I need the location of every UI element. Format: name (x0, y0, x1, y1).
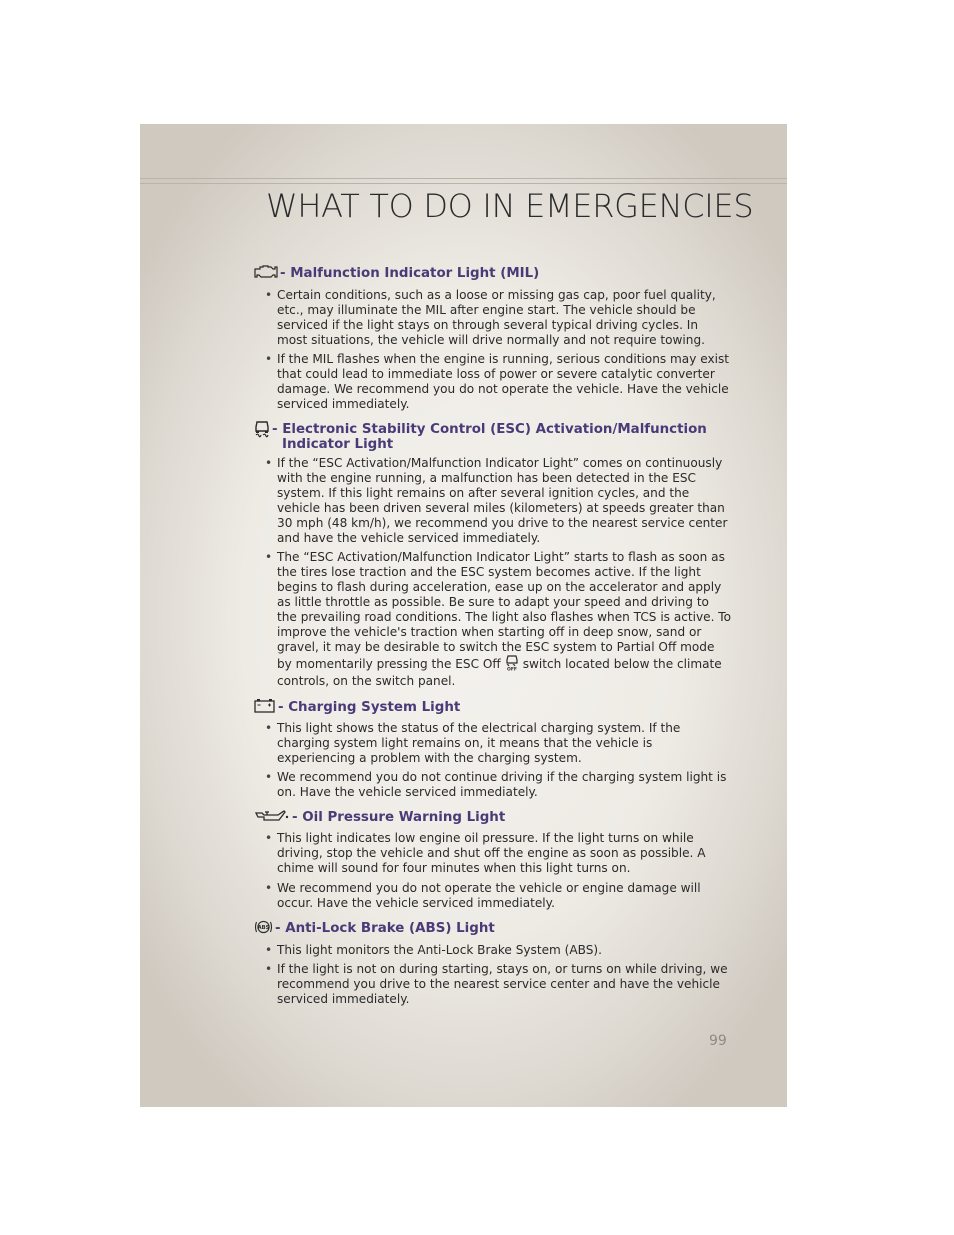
section-heading-mil (254, 266, 732, 284)
section-mil (254, 266, 732, 412)
page-title: WHAT TO DO IN EMERGENCIES (266, 187, 754, 225)
section-title-esc-line2: Indicator Light (282, 437, 394, 453)
list-item: • We recommend you do not continue driving if the charging system light is on. Have the vehicle serviced immediately. (254, 770, 732, 800)
esc-off-icon (505, 655, 519, 675)
bullet-list-mil (254, 288, 732, 412)
check-engine-icon (254, 264, 278, 284)
esc-bullet-text-2: switch located below the climate controls, on the switch panel. (277, 656, 722, 689)
section-charging (254, 700, 732, 800)
section-title-oil: - Oil Pressure Warning Light (292, 810, 506, 826)
list-item: • We recommend you do not operate the vehicle or engine damage will occur. Have the vehicle serviced immediately. (254, 881, 732, 911)
abs-icon (254, 919, 273, 939)
bullet-list-oil (254, 831, 732, 910)
section-title-esc-line1: - Electronic Stability Control (ESC) Activation/Malfunction (272, 422, 707, 438)
list-item (254, 550, 732, 689)
esc-bullet-text-1: The “ESC Activation/Malfunction Indicator Light” starts to flash as soon as the tires lose traction and the ESC system becomes active. If the light begins to flash during acceleration, ease up on the accelerator and apply as little throttle as possible. Be sure to adapt your speed and driving to the prevailing road conditions. The light also flashes when TCS is active. To improve the vehicle's traction when starting off in deep snow, sand or gravel, it may be desirable to switch the ESC system to Partial Off mode by momentarily pressing the ESC Off (277, 550, 732, 671)
abs-icon-label: ABS (257, 924, 270, 931)
section-heading-charging (254, 700, 732, 717)
section-title-charging: - Charging System Light (278, 699, 461, 715)
section-oil (254, 810, 732, 910)
list-item: • This light monitors the Anti-Lock Brake System (ABS). (254, 943, 732, 958)
section-heading-esc (254, 422, 732, 452)
section-title-mil: - Malfunction Indicator Light (MIL) (280, 266, 540, 281)
section-title-abs: - Anti-Lock Brake (ABS) Light (275, 920, 495, 936)
battery-icon (254, 698, 276, 717)
list-item: • This light shows the status of the electrical charging system. If the charging system light remains on, it means that the vehicle is experiencing a problem with the charging system. (254, 721, 732, 766)
header-rule-top (140, 178, 787, 179)
section-heading-oil (254, 810, 732, 827)
list-item: • Certain conditions, such as a loose or missing gas cap, poor fuel quality, etc., may illuminate the MIL after engine start. The vehicle should be serviced if the light stays on through several typical driving cycles. In most situations, the vehicle will drive normally and not require towing. (254, 288, 732, 348)
section-title-esc (272, 422, 732, 452)
list-item: • If the light is not on during starting, stays on, or turns on while driving, we recommend you drive to the nearest service center and have the vehicle serviced immediately. (254, 962, 732, 1007)
bullet-list-charging (254, 721, 732, 800)
list-item: • If the MIL flashes when the engine is running, serious conditions may exist that could lead to immediate loss of power or severe catalytic converter damage. We recommend you do not operate the vehicle. Have the vehicle serviced immediately. (254, 352, 732, 412)
bullet-list-abs (254, 943, 732, 1007)
list-item: • If the “ESC Activation/Malfunction Indicator Light” comes on continuously with the engine running, a malfunction has been detected in the ESC system. If this light remains on after several ignition cycles, and the vehicle has been driven several miles (kilometers) at speeds greater than 30 mph (48 km/h), we recommend you drive to the nearest service center and have the vehicle serviced immediately. (254, 456, 732, 545)
page-content (254, 266, 732, 1012)
list-item: • This light indicates low engine oil pressure. If the light turns on while driving, stop the vehicle and shut off the engine as soon as possible. A chime will sound for four minutes when this light turns on. (254, 831, 732, 876)
section-heading-abs (254, 921, 732, 939)
section-esc (254, 422, 732, 689)
oil-can-icon (254, 808, 290, 827)
esc-off-icon-label: OFF (506, 667, 517, 671)
bullet-list-esc (254, 456, 732, 689)
esc-skid-car-icon (254, 420, 270, 442)
page-number: 99 (709, 1033, 727, 1049)
header-rule-bottom (140, 183, 787, 184)
section-abs (254, 921, 732, 1007)
